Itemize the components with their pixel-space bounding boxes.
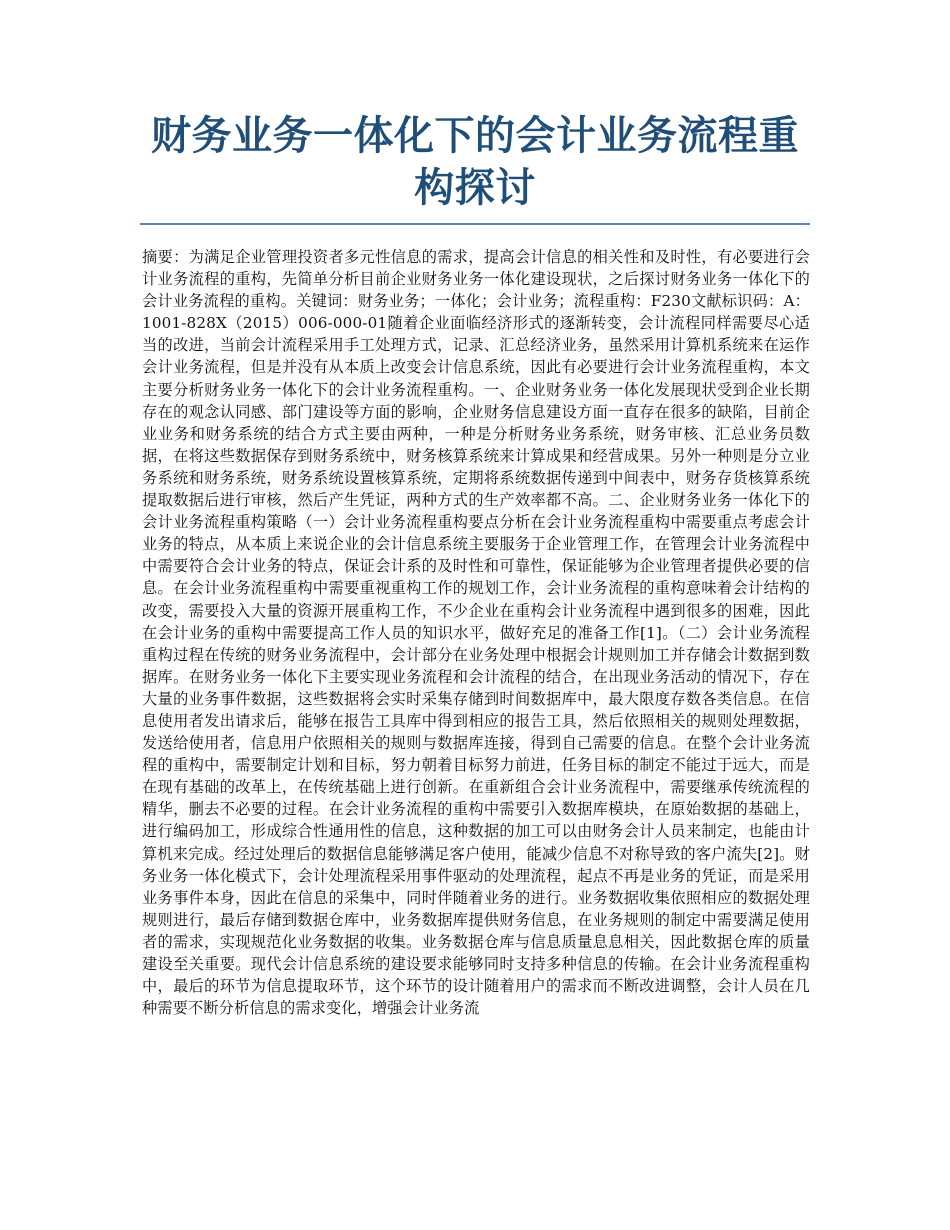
title-divider: [140, 223, 810, 225]
document-body: 摘要：为满足企业管理投资者多元性信息的需求，提高会计信息的相关性和及时性，有必要进行会计业务流程的重构，先简单分析目前企业财务业务一体化建设现状，之后探讨财务业务一体化下的会计业务流程的重构。关键词：财务业务；一体化；会计业务；流程重构：F230文献标识码：A：1001-828X（2015）006-000-01随着企业面临经济形式的逐渐转变，会计流程同样需要尽心适当的改进，当前会计流程采用手工处理方式，记录、汇总经济业务，虽然采用计算机系统来在运作会计业务流程，但是并没有从本质上改变会计信息系统，因此有必要进行会计业务流程重构，本文主要分析财务业务一体化下的会计业务流程重构。一、企业财务业务一体化发展现状受到企业长期存在的观念认同感、部门建设等方面的影响，企业财务信息建设方面一直存在很多的缺陷，目前企业业务和财务系统的结合方式主要由两种，一种是分析财务业务系统，财务审核、汇总业务员数据，在将这些数据保存到财务系统中，财务核算系统来计算成果和经营成果。另外一种则是分立业务系统和财务系统，财务系统设置核算系统，定期将系统数据传递到中间表中，财务存货核算系统提取数据后进行审核，然后产生凭证，两种方式的生产效率都不高。二、企业财务业务一体化下的会计业务流程重构策略（一）会计业务流程重构要点分析在会计业务流程重构中需要重点考虑会计业务的特点，从本质上来说企业的会计信息系统主要服务于企业管理工作，在管理会计业务流程中中需要符合会计业务的特点，保证会计系的及时性和可靠性，保证能够为企业管理者提供必要的信息。在会计业务流程重构中需要重视重构工作的规划工作，会计业务流程的重构意味着会计结构的改变，需要投入大量的资源开展重构工作，不少企业在重构会计业务流程中遇到很多的困难，因此在会计业务的重构中需要提高工作人员的知识水平，做好充足的准备工作[1]。（二）会计业务流程重构过程在传统的财务业务流程中，会计部分在业务处理中根据会计规则加工并存储会计数据到数据库。在财务业务一体化下主要实现业务流程和会计流程的结合，在出现业务活动的情况下，存在大量的业务事件数据，这些数据将会实时采集存储到时间数据库中，最大限度存数各类信息。在信息使用者发出请求后，能够在报告工具库中得到相应的报告工具，然后依照相关的规则处理数据，发送给使用者，信息用户依照相关的规则与数据库连接，得到自己需要的信息。在整个会计业务流程的重构中，需要制定计划和目标，努力朝着目标努力前进，任务目标的制定不能过于远大，而是在现有基础的改革上，在传统基础上进行创新。在重新组合会计业务流程中，需要继承传统流程的精华，删去不必要的过程。在会计业务流程的重构中需要引入数据库模块，在原始数据的基础上，进行编码加工，形成综合性通用性的信息，这种数据的加工可以由财务会计人员来制定，也能由计算机来完成。经过处理后的数据信息能够满足客户使用，能减少信息不对称导致的客户流失[2]。财务业务一体化模式下，会计处理流程采用事件驱动的处理流程，起点不再是业务的凭证，而是采用业务事件本身，因此在信息的采集中，同时伴随着业务的进行。业务数据收集依照相应的数据处理规则进行，最后存储到数据仓库中，业务数据库提供财务信息，在业务规则的制定中需要满足使用者的需求，实现规范化业务数据的收集。业务数据仓库与信息质量息息相关，因此数据仓库的质量建设至关重要。现代会计信息系统的建设要求能够同时支持多种信息的传输。在会计业务流程重构中，最后的环节为信息提取环节，这个环节的设计随着用户的需求而不断改进调整，会计人员在几种需要不断分析信息的需求变化，增强会计业务流: [142, 248, 810, 1018]
document-title: 财务业务一体化下的会计业务流程重构探讨: [151, 113, 799, 211]
